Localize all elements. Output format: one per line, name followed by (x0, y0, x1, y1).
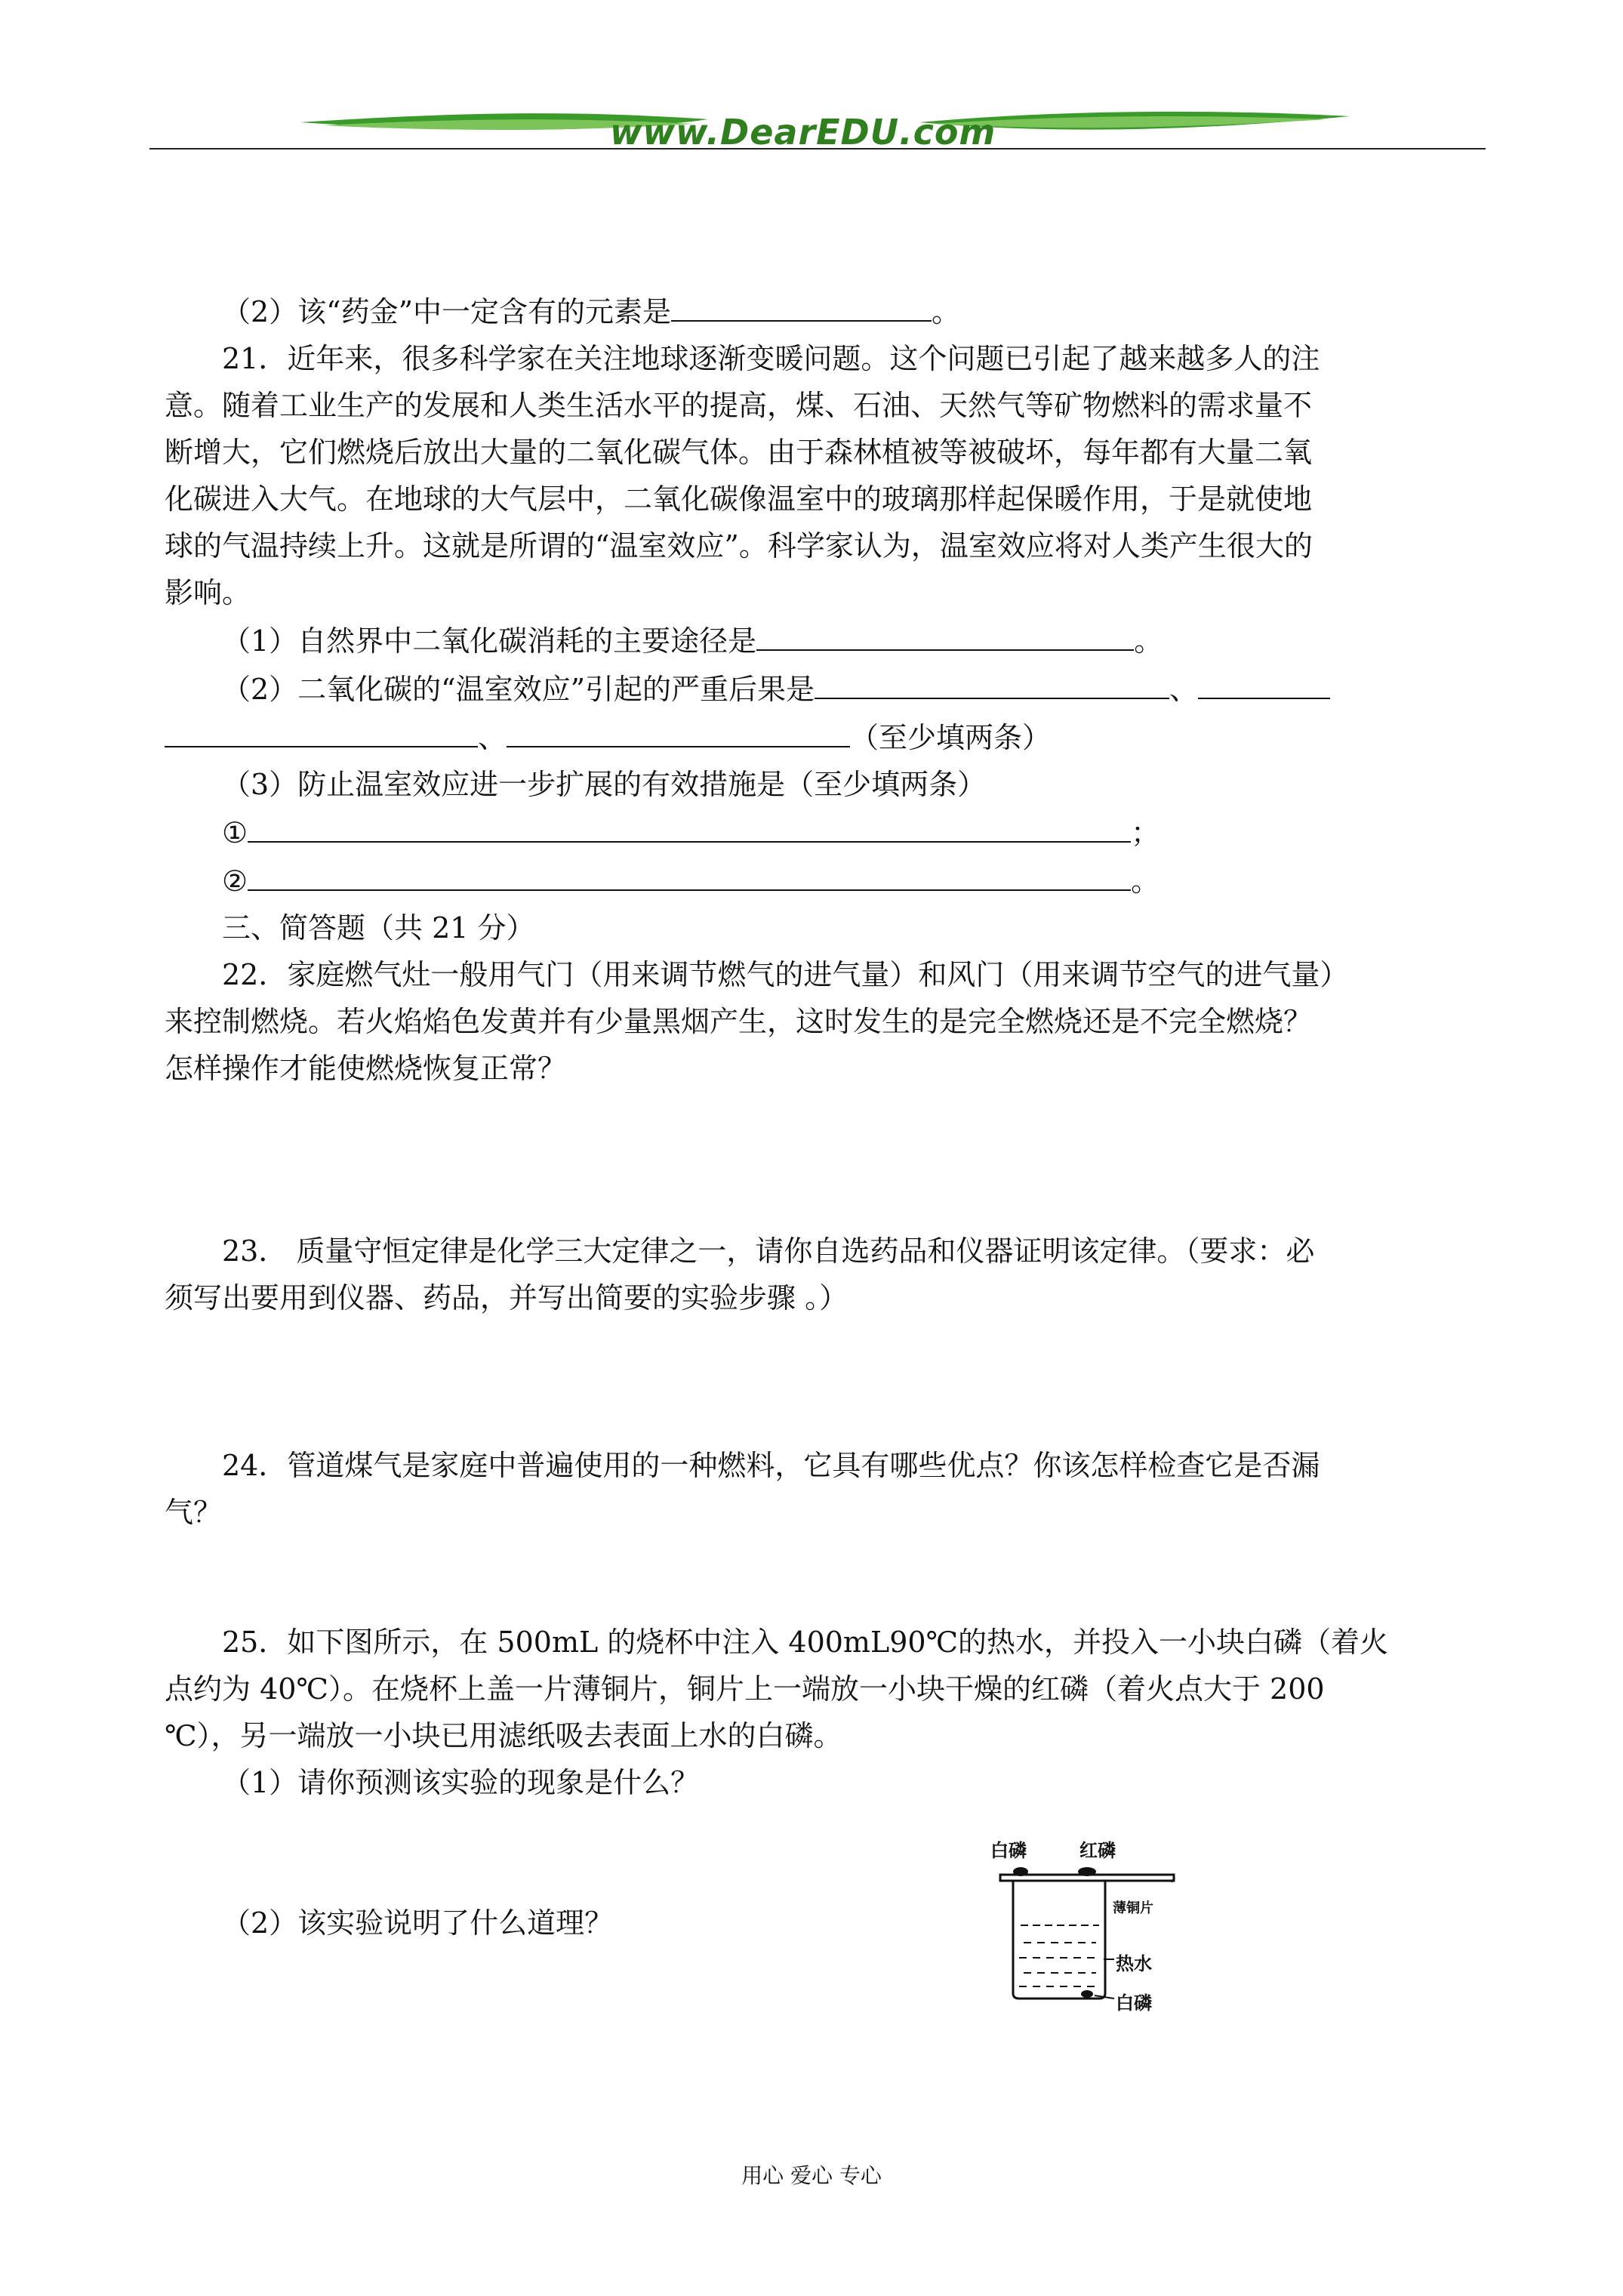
answer-blank[interactable] (248, 856, 1131, 891)
page-footer: 用心 爱心 专心 (741, 2163, 882, 2188)
punctuation: 。 (1134, 624, 1163, 658)
q22-line-1: 22．家庭燃气灶一般用气门（用来调节燃气的进气量）和风门（用来调节空气的进气量） (222, 958, 1349, 991)
punctuation: ； (1131, 816, 1160, 849)
q21-sub2-text: （2）二氧化碳的“温室效应”引起的严重后果是 (222, 673, 815, 706)
q21-line-1: 21．近年来，很多科学家在关注地球逐渐变暖问题。这个问题已引起了越来越多人的注 (222, 342, 1320, 375)
q20-sub2-text: （2）该“药金”中一定含有的元素是 (222, 295, 672, 328)
beaker-diagram (974, 1838, 1246, 2020)
q21-sub2-continuation (165, 713, 1478, 761)
header-divider (149, 148, 1486, 149)
q25-line-3: ℃），另一端放一小块已用滤纸吸去表面上水的白磷。 (165, 1719, 842, 1752)
q24-line-1: 24．管道煤气是家庭中普遍使用的一种燃料，它具有哪些优点？你该怎样检查它是否漏 (222, 1449, 1320, 1482)
q25-line-1: 25．如下图所示，在 500mL 的烧杯中注入 400mL90℃的热水，并投入一小块白磷（着火 (222, 1626, 1389, 1659)
q22-line-2: 来控制燃烧。若火焰焰色发黄并有少量黑烟产生，这时发生的是完全燃烧还是不完全燃烧？ (165, 1005, 1313, 1038)
answer-blank[interactable] (507, 713, 850, 747)
answer-blank[interactable] (1198, 664, 1330, 699)
label-hot-water: 热水 (1116, 1953, 1152, 1974)
q25-sub2: （2）该实验说明了什么道理？ (222, 1906, 614, 1940)
q21-sub1-line (165, 616, 1478, 664)
white-phosphorus-bottom (1081, 1990, 1093, 1998)
q21-sub2-note: （至少填两条） (850, 721, 1052, 754)
white-phosphorus-top (1013, 1867, 1028, 1876)
punctuation: 。 (1131, 864, 1160, 898)
q21-line-2: 意。随着工业生产的发展和人类生活水平的提高，煤、石油、天然气等矿物燃料的需求量不 (165, 389, 1313, 422)
beaker-drawing (974, 1838, 1246, 2020)
q20-sub2-line (165, 287, 1478, 335)
punctuation: 、 (478, 721, 507, 754)
q21-line-3: 断增大，它们燃烧后放出大量的二氧化碳气体。由于森林植被等被破坏，每年都有大量二氧 (165, 436, 1313, 469)
q21-line-5: 球的气温持续上升。这就是所谓的“温室效应”。科学家认为，温室效应将对人类产生很大的 (165, 529, 1313, 562)
q21-sub3-line: （3）防止温室效应进一步扩展的有效措施是（至少填两条） (222, 768, 987, 801)
circled-number-2: ② (222, 864, 248, 898)
beaker-outline (1013, 1881, 1105, 1999)
answer-blank[interactable] (248, 808, 1131, 843)
answer-space (165, 1321, 1478, 1442)
punctuation: 、 (1169, 673, 1199, 706)
answer-space (165, 1806, 1478, 1900)
answer-blank[interactable] (756, 616, 1134, 651)
label-red-phosphorus: 红磷 (1079, 1840, 1116, 1861)
q24-line-2: 气？ (165, 1496, 223, 1529)
q22-line-3: 怎样操作才能使燃烧恢复正常？ (165, 1052, 567, 1085)
circled-number-1: ① (222, 816, 248, 849)
document-body (165, 287, 1478, 1946)
q21-sub1-text: （1）自然界中二氧化碳消耗的主要途径是 (222, 624, 757, 658)
label-white-phosphorus-bottom: 白磷 (1116, 1992, 1152, 2014)
q21-line-6: 影响。 (165, 576, 251, 609)
q25-line-2: 点约为 40℃）。在烧杯上盖一片薄铜片，铜片上一端放一小块干燥的红磷（着火点大于 200 (165, 1672, 1325, 1706)
label-white-phosphorus-top: 白磷 (990, 1840, 1027, 1861)
answer-space (165, 1092, 1478, 1228)
q21-measure-1 (165, 808, 1478, 856)
q21-line-4: 化碳进入大气。在地球的大气层中，二氧化碳像温室中的玻璃那样起保暖作用，于是就使地 (165, 482, 1313, 516)
answer-blank[interactable] (165, 713, 478, 747)
q23-line-1: 23． 质量守恒定律是化学三大定律之一，请你自选药品和仪器证明该定律。（要求：必 (222, 1234, 1315, 1268)
q23-line-2: 须写出要用到仪器、药品，并写出简要的实验步骤 。） (165, 1281, 848, 1314)
label-copper-plate: 薄铜片 (1113, 1900, 1153, 1916)
section-3-heading: 三、简答题（共 21 分） (222, 911, 535, 945)
punctuation: 。 (932, 295, 961, 328)
q21-measure-2 (165, 856, 1478, 905)
answer-blank[interactable] (671, 287, 932, 322)
q21-sub2-line (165, 664, 1478, 713)
answer-blank[interactable] (815, 664, 1169, 699)
q25-sub1: （1）请你预测该实验的现象是什么？ (222, 1766, 700, 1799)
site-logo-text: www.DearEDU.com (610, 112, 996, 153)
answer-space (165, 1536, 1478, 1619)
red-phosphorus (1078, 1867, 1096, 1876)
